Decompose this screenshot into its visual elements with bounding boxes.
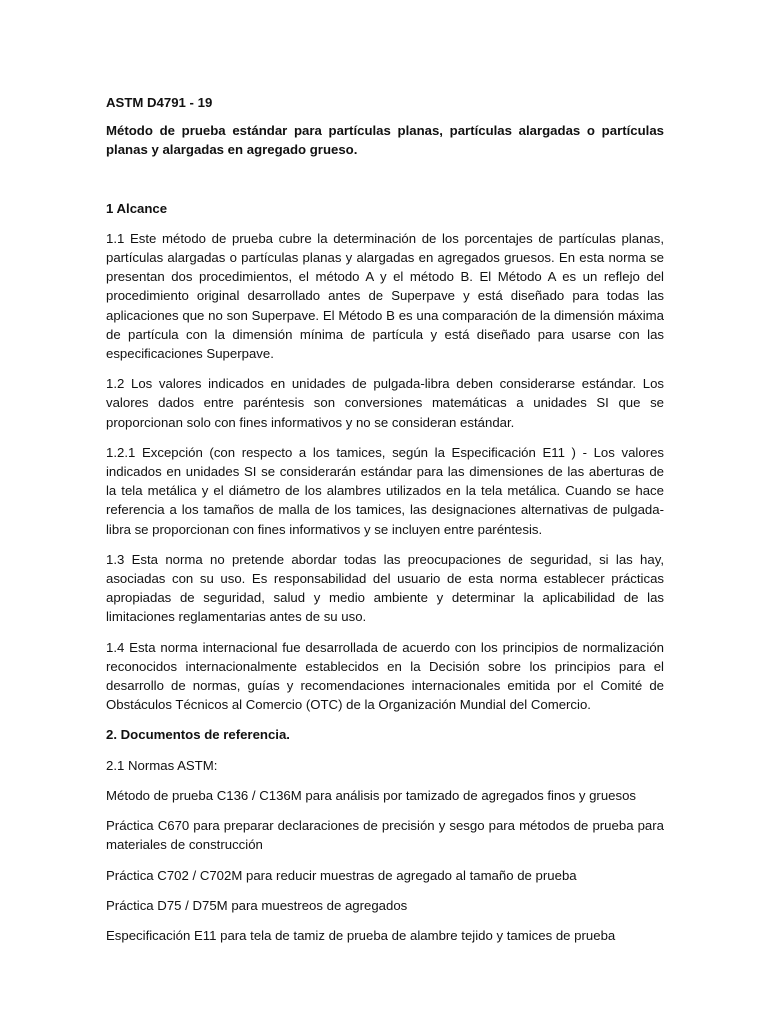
document-title: Método de prueba estándar para partículas planas, partículas alargadas o partículas planas y alargadas en agregado grueso.	[106, 123, 664, 158]
paragraph-1-4: 1.4 Esta norma internacional fue desarrollada de acuerdo con los principios de normalización reconocidos internacionalmente establecidos en la Decisión sobre los principios para el desarrollo de normas, guías y recomendaciones internacionales emitida por el Comité de Obstáculos Técnicos al Comercio (OTC) de la Organización Mundial del Comercio.	[106, 639, 664, 713]
paragraph-1-2-1: 1.2.1 Excepción (con respecto a los tamices, según la Especificación E11 ) - Los valores indicados en unidades SI se considerarán estándar para las dimensiones de las aberturas de la tela metálica y el diámetro de los alambres utilizados en la tela metálica. Cuando se hace referencia a los tamaños de malla de los tamices, las designaciones alternativas de pulgada-libra se proporcionan con fines informativos y se incluyen entre paréntesis.	[106, 444, 664, 537]
paragraph-1-3: 1.3 Esta norma no pretende abordar todas las preocupaciones de seguridad, si las hay, asociadas con su uso. Es responsabilidad del usuario de esta norma establecer prácticas apropiadas de seguridad, salud y medio ambiente y determinar la aplicabilidad de las limitaciones reglamentarias antes de su uso.	[106, 551, 664, 625]
reference-item: Práctica C670 para preparar declaraciones de precisión y sesgo para métodos de prueba para materiales de construcción	[106, 818, 664, 853]
reference-item: Especificación E11 para tela de tamiz de prueba de alambre tejido y tamices de prueba	[106, 927, 616, 943]
subsection-normas-astm: 2.1 Normas ASTM:	[106, 757, 218, 773]
paragraph-1-1: 1.1 Este método de prueba cubre la determinación de los porcentajes de partículas planas, partículas alargadas o partículas planas y alargadas en agregados gruesos. En esta norma se presentan dos procedimientos, el método A y el método B. El Método A es un reflejo del procedimiento original desarrollado antes de Superpave y está diseñado para todas las aplicaciones que no son Superpave. El Método B es una comparación de la dimensión máxima de partícula con la dimensión mínima de partícula y está diseñado para usarse con las especificaciones Superpave.	[106, 230, 664, 362]
section-heading-documentos: 2. Documentos de referencia.	[106, 727, 290, 743]
reference-item: Práctica C702 / C702M para reducir muestras de agregado al tamaño de prueba	[106, 867, 577, 883]
document-code: ASTM D4791 - 19	[106, 95, 213, 110]
reference-item: Método de prueba C136 / C136M para análisis por tamizado de agregados finos y gruesos	[106, 787, 637, 803]
section-heading-alcance: 1 Alcance	[106, 200, 168, 216]
paragraph-1-2: 1.2 Los valores indicados en unidades de pulgada-libra deben considerarse estándar. Los valores dados entre paréntesis son conversiones matemáticas a unidades SI que se proporcionan solo con fines informativos y no se consideran estándar.	[106, 376, 664, 430]
reference-item: Práctica D75 / D75M para muestreos de agregados	[106, 897, 408, 913]
